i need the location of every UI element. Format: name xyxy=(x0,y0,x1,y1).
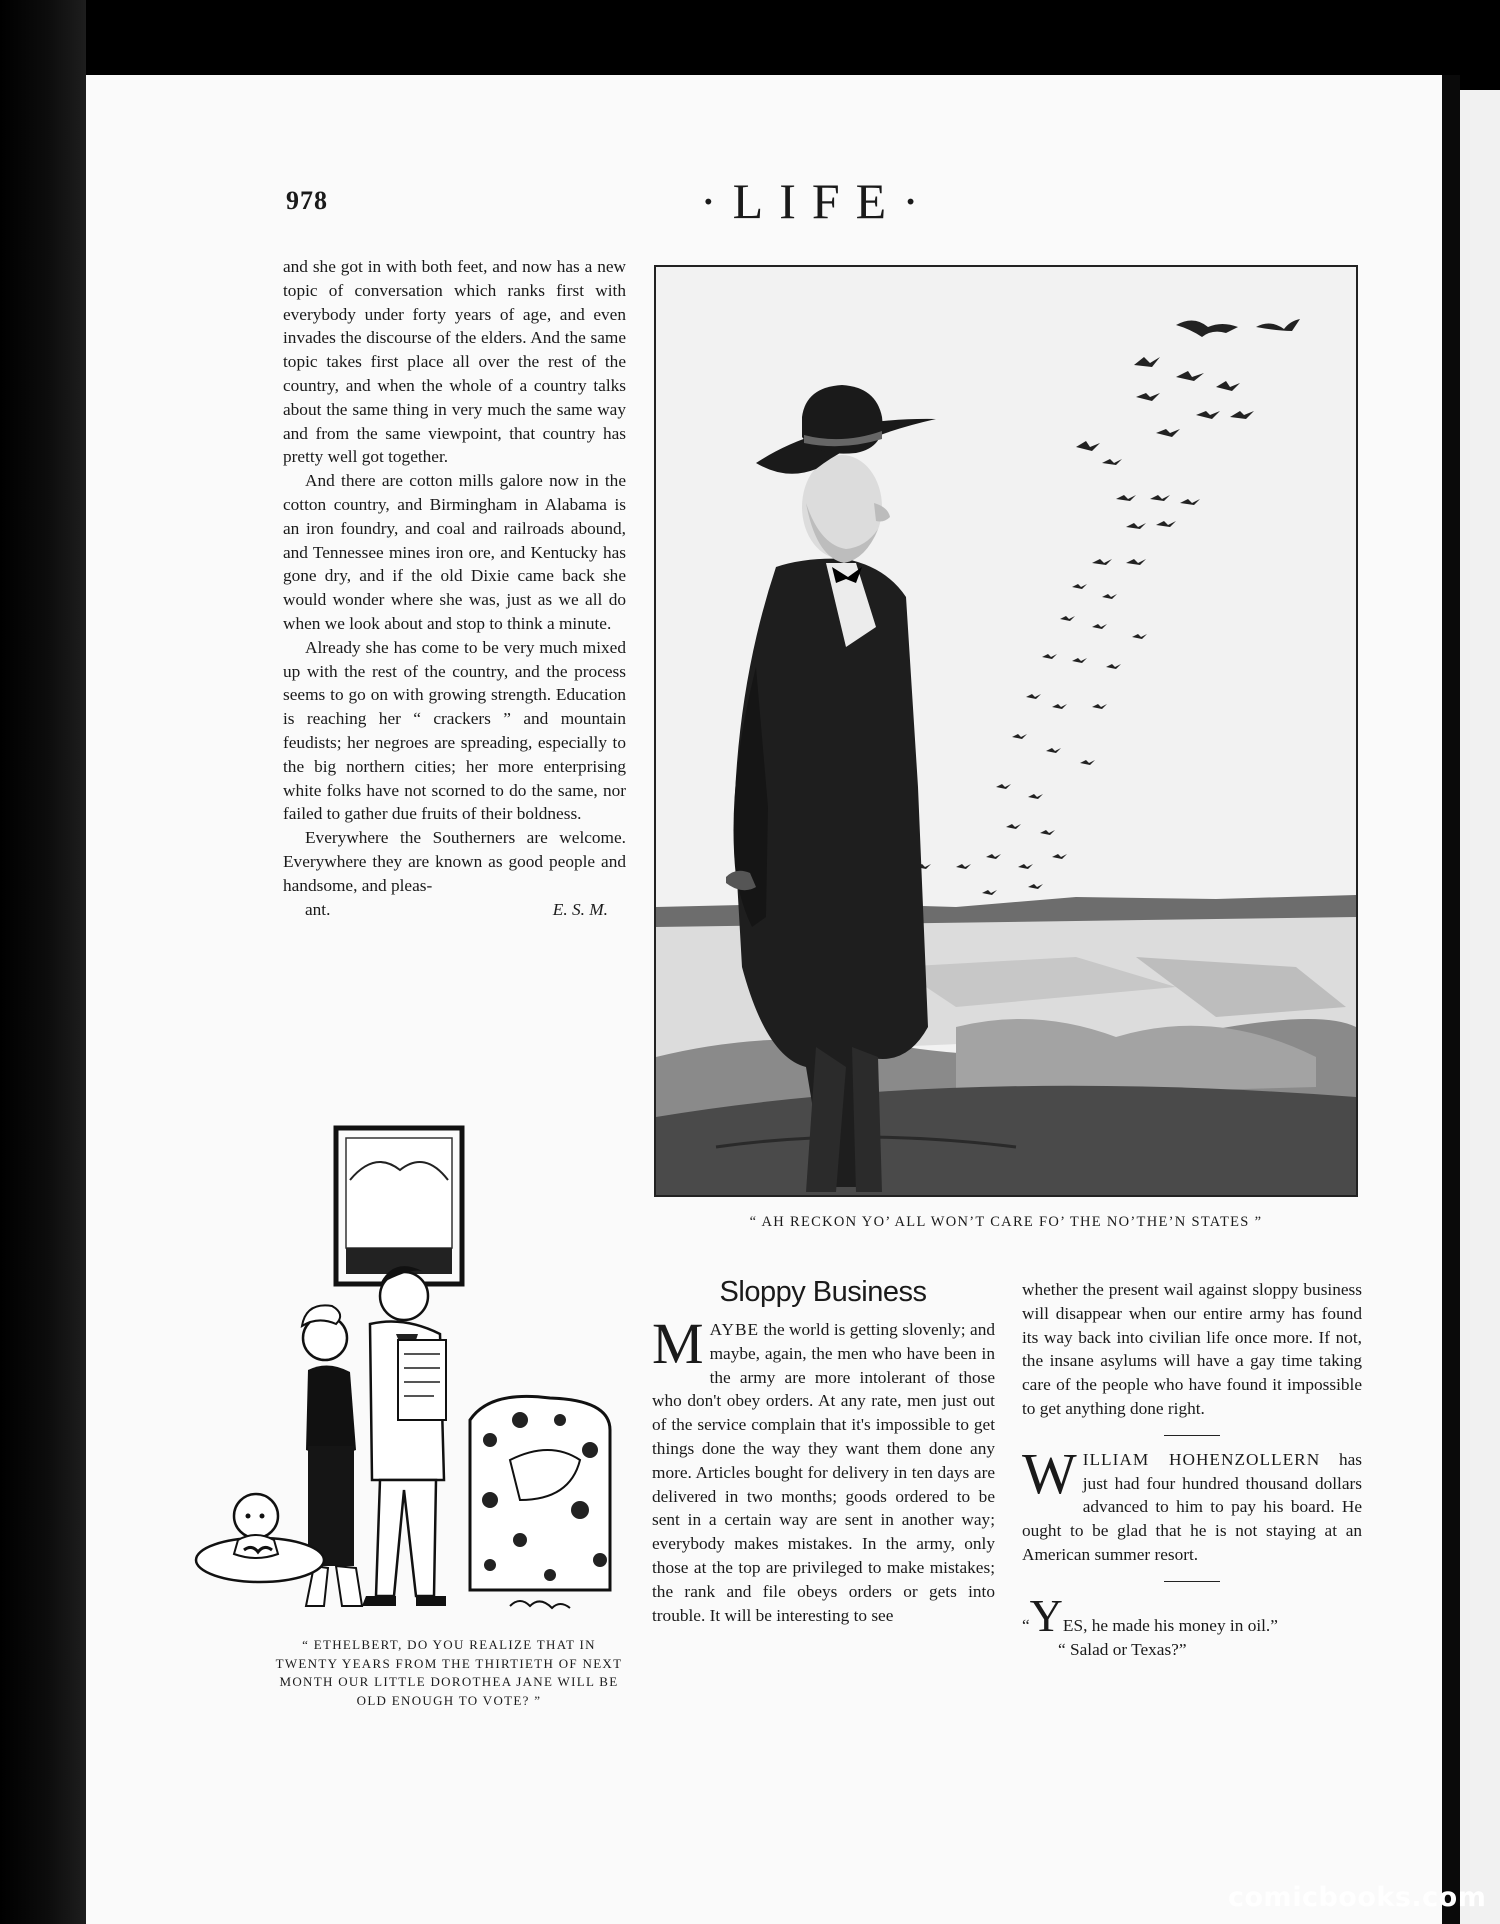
couple-cartoon-drawing xyxy=(190,1120,620,1620)
open-quote: “ xyxy=(1022,1615,1030,1635)
scan-gutter-right xyxy=(1442,75,1460,1924)
section-divider xyxy=(1164,1581,1220,1582)
drop-cap-letter: W xyxy=(1022,1440,1077,1506)
masthead-title: ·LIFE· xyxy=(700,173,935,229)
page-number: 978 xyxy=(286,186,328,215)
article-column-2 xyxy=(1022,1278,1362,1662)
article-text: the world is getting slovenly; and maybe, again, the men who have been in the army are more intolerant of those who don't obey orders. At any rate, men just out of the service complain that it's impossible to get things done the way they want them done any more. Articles bought for delivery in ten days are delivered in two months; goods ordered to be sent in a certain way are sent in another way; everybody makes mistakes. In the army, only those at the top are privileged to make mistakes; the rank and file obeys orders or gets into trouble. It will be interesting to see xyxy=(652,1320,995,1625)
oil-joke xyxy=(1022,1589,1362,1662)
main-illustration-caption: “ AH RECKON YO’ ALL WON’T CARE FO’ THE NO’THE’N STATES ” xyxy=(749,1214,1263,1230)
section-divider xyxy=(1164,1435,1220,1436)
article-paragraph-cont: whether the present wail against sloppy business will disappear when our entire army has found its way back into civilian life once more. If not, the insane asylums will have a gay time taking care of the people who have found it impossible to get anything done right. xyxy=(1022,1280,1362,1418)
essay-column xyxy=(283,255,626,921)
joke-line-1: ES, he made his money in oil.” xyxy=(1062,1615,1278,1635)
joke-line-2: “ Salad or Texas?” xyxy=(1058,1639,1187,1659)
essay-last-word: ant. xyxy=(305,899,331,919)
lead-word: ILLIAM HOHENZOLLERN xyxy=(1082,1449,1321,1469)
couple-cartoon-caption: “ ETHELBERT, DO YOU REALIZE THAT IN TWENTY YEARS FROM THE THIRTIETH OF NEXT MONTH OUR LITTLE DOROTHEA JANE WILL BE OLD ENOUGH TO VOTE? ” xyxy=(275,1637,623,1708)
couple-cartoon xyxy=(190,1120,620,1620)
essay-paragraph: Already she has come to be very much mixed up with the rest of the country, and the process seems to go on with growing strength. Education is reaching her “ crackers ” and mountain feudists; her negroes are spreading, especially to the big northern cities; her more enterprising white folks have not scorned to do the same, nor failed to gather due fruits of their boldness. xyxy=(283,637,626,824)
essay-signoff xyxy=(283,898,626,922)
site-watermark: comicbooks.com xyxy=(1228,1882,1487,1913)
scan-shadow-left xyxy=(0,0,86,1924)
essay-paragraph: and she got in with both feet, and now has a new topic of conversation which ranks first with everybody under forty years of age, and even invades the discourse of the elders. And the same topic takes first place all over the rest of the country, and when the whole of a country talks about the same thing in very much the same way and from the same viewpoint, that country has pretty well got together. xyxy=(283,257,626,467)
drop-cap-letter: Y xyxy=(1029,1589,1063,1641)
drop-cap-letter: M xyxy=(652,1311,704,1376)
essay-paragraph: Everywhere the Southerners are welcome. Everywhere they are known as good people and handsome, and pleas- xyxy=(283,828,626,895)
lead-word: AYBE xyxy=(709,1320,760,1339)
adjacent-page-edge xyxy=(1460,90,1500,1924)
hohenzollern-squib xyxy=(1022,1440,1362,1567)
main-illustration xyxy=(654,265,1358,1197)
article-headline: Sloppy Business xyxy=(719,1276,927,1308)
article-column-1 xyxy=(652,1311,995,1627)
southern-gentleman-drawing xyxy=(656,267,1356,1195)
article-paragraph xyxy=(652,1311,995,1627)
author-signature: E. S. M. xyxy=(552,899,608,919)
essay-paragraph: And there are cotton mills galore now in the cotton country, and Birmingham in Alabama is an iron foundry, and coal and railroads abound, and Tennessee mines iron ore, and Kentucky has gone dry, and if the old Dixie came back she would wonder where she was, just as we all do when we look about and stop to think a minute. xyxy=(283,471,626,633)
squib-text: has just had four hundred thousand dollars advanced to him to pay his board. He ought to be glad that he is not staying at an American summer resort. xyxy=(1022,1449,1362,1564)
